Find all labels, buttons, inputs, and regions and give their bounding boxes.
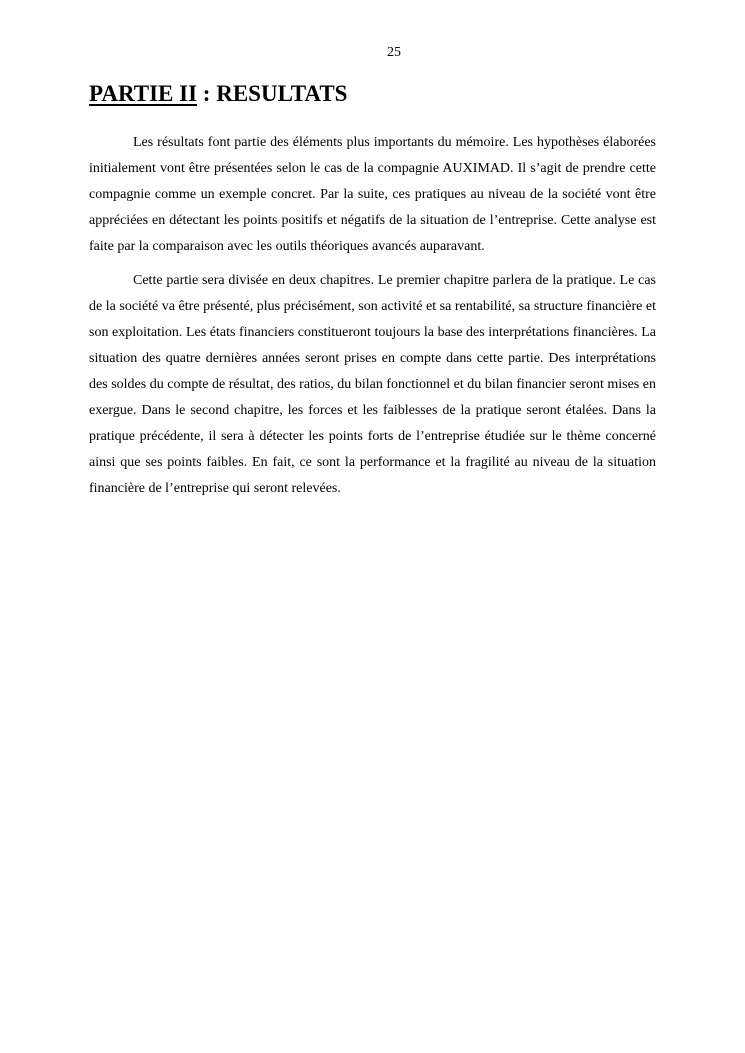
body-text <box>89 130 656 510</box>
section-part-label: PARTIE II <box>89 81 198 106</box>
section-title-separator: : <box>197 81 217 106</box>
section-title <box>89 80 347 108</box>
section-title-text: RESULTATS <box>216 81 348 106</box>
page-number: 25 <box>387 45 401 60</box>
paragraph-intro: Les résultats font partie des éléments plus importants du mémoire. Les hypothèses élaborées initialement vont être présentées selon le cas de la compagnie AUXIMAD. Il s’agit de prendre cette compagnie comme un exemple concret. Par la suite, ces pratiques au niveau de la société vont être appréciées en détectant les points positifs et négatifs de la situation de l’entreprise. Cette analyse est faite par la comparaison avec les outils théoriques avancés auparavant. <box>89 135 656 254</box>
paragraph-structure: Cette partie sera divisée en deux chapitres. Le premier chapitre parlera de la pratique. Le cas de la société va être présenté, plus précisément, son activité et sa rentabilité, sa structure financière et son exploitation. Les états financiers constitueront toujours la base des interprétations financières. La situation des quatre dernières années seront prises en compte dans cette partie. Des interprétations des soldes du compte de résultat, des ratios, du bilan fonctionnel et du bilan financier seront mises en exergue. Dans le second chapitre, les forces et les faiblesses de la pratique seront étalées. Dans la pratique précédente, il sera à détecter les points forts de l’entreprise étudiée sur le thème concerné ainsi que ses points faibles. En fait, ce sont la performance et la fragilité au niveau de la situation financière de l’entreprise qui seront relevées. <box>89 273 656 496</box>
